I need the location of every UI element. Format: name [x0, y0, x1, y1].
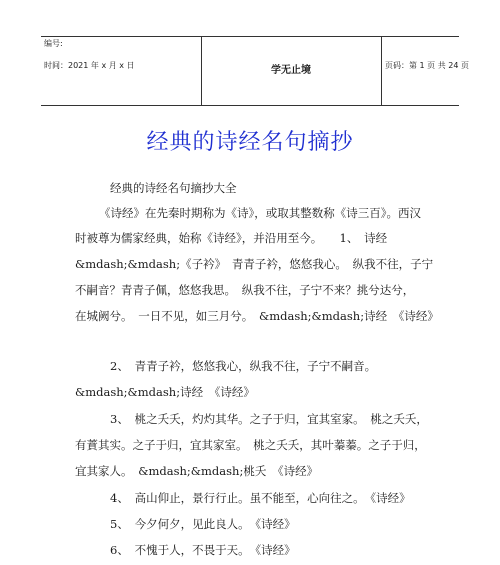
paragraph-line: 3、 桃之夭夭，灼灼其华。之子于归，宜其室家。 桃之夭夭， — [110, 412, 428, 426]
paragraph-line: 4、 高山仰止，景行行止。虽不能至，心向往之。 《诗经》 — [110, 491, 411, 505]
paragraph-line: 在城阙兮。 一日不见，如三月兮。 &mdash;&mdash;诗经 《诗经》 — [75, 309, 439, 323]
header-title-cell — [201, 37, 382, 105]
page-header — [41, 36, 469, 106]
document-subtitle: 经典的诗经名句摘抄大全 — [110, 181, 237, 195]
paragraph-line: &mdash;&mdash;诗经 《诗经》 — [75, 385, 255, 399]
paragraph-line: 不嗣音？青青子佩，悠悠我思。 纵我不往，子宁不来？挑兮达兮， — [75, 283, 415, 297]
document-title: 经典的诗经名句摘抄 — [146, 130, 354, 155]
paragraph-line: 《诗经》在先秦时期称为《诗》，或取其整数称《诗三百》。西汉 — [99, 206, 421, 220]
header-title: 学无止境 — [271, 65, 311, 76]
header-right-cell — [381, 37, 469, 105]
header-left-cell — [41, 37, 202, 105]
number-label: 编号: — [44, 39, 63, 48]
paragraph-line: 有蕡其实。之子于归，宜其家室。 桃之夭夭，其叶蓁蓁。之子于归， — [75, 438, 426, 452]
paragraph-line: 6、 不愧于人，不畏于天。 《诗经》 — [110, 543, 296, 557]
paragraph-line: 宜其家人。 &mdash;&mdash;桃夭 《诗经》 — [75, 464, 319, 478]
paragraph-line: &mdash;&mdash;《子衿》 青青子衿，悠悠我心。 纵我不往，子宁 — [75, 257, 434, 271]
paragraph-line: 时被尊为儒家经典，始称《诗经》，并沿用至今。 1、 诗经 — [75, 231, 388, 245]
paragraph-line: 5、 今夕何夕，见此良人。 《诗经》 — [110, 517, 296, 531]
date-label: 时间：2021 年 x 月 x 日 — [44, 61, 135, 70]
page-info: 页码：第 1 页 共 24 页 — [385, 61, 469, 70]
paragraph-line: 2、 青青子衿，悠悠我心，纵我不往，子宁不嗣音。 — [110, 359, 377, 373]
